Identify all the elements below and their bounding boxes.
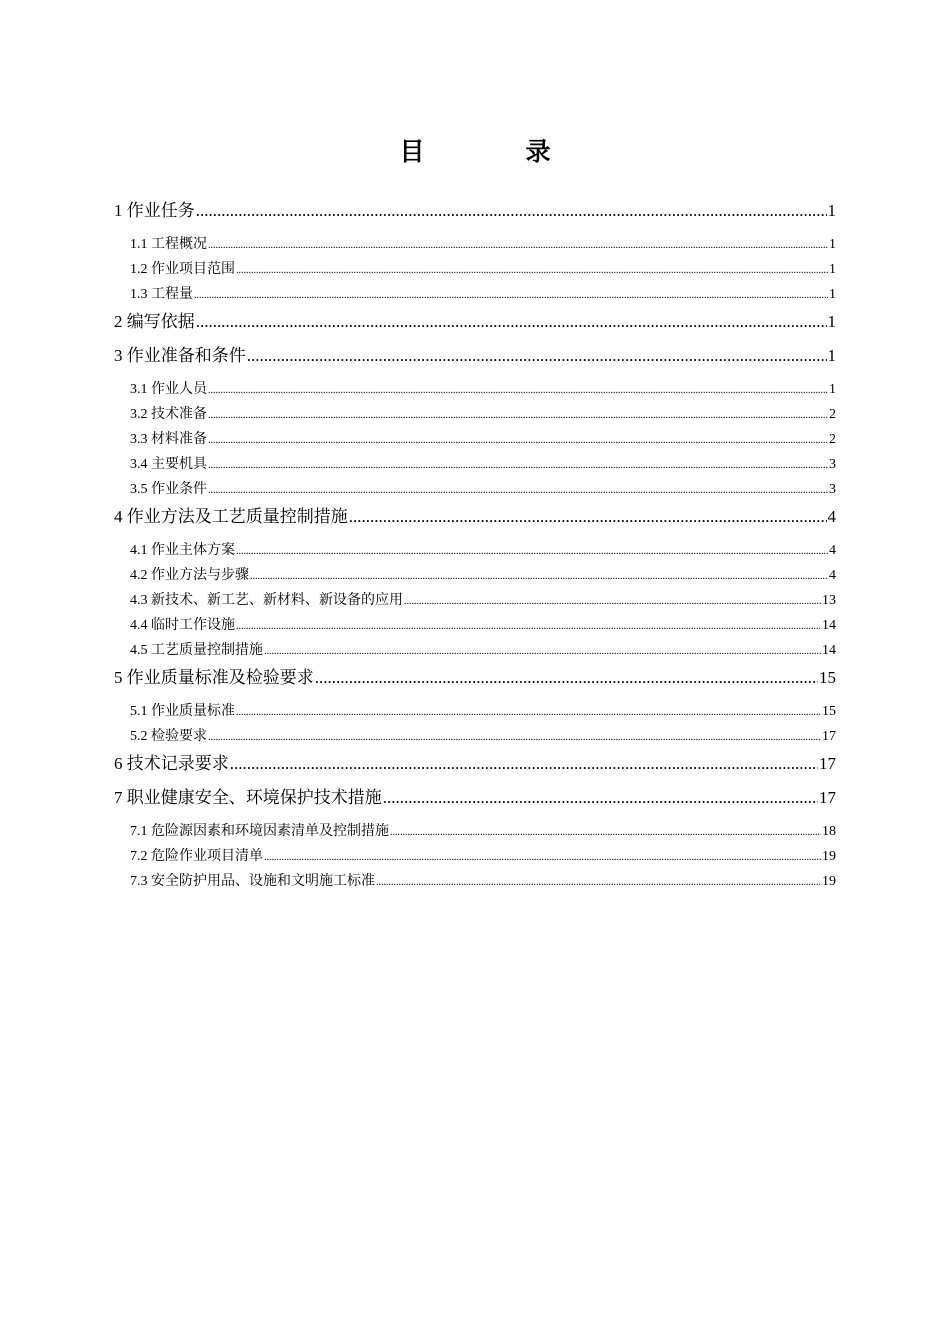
toc-leader-dots [236,613,821,638]
toc-leader-dots [196,307,827,337]
toc-leader-dots [208,724,821,749]
toc-page-number: 3 [829,482,836,497]
toc-page-number: 19 [822,874,836,889]
toc-entry-4-2[interactable] [114,563,836,588]
toc-page-number: 4 [827,507,836,526]
toc-page-number: 4 [829,543,836,558]
table-of-contents [114,196,836,894]
toc-page-number: 13 [822,593,836,608]
toc-entry-7-3[interactable] [114,869,836,894]
toc-entry-3-1[interactable] [114,377,836,402]
toc-entry-text: 4.3 新技术、新工艺、新材料、新设备的应用 [130,593,403,608]
toc-page-number: 19 [822,849,836,864]
toc-leader-dots [264,844,821,869]
toc-page-number: 1 [827,312,836,331]
toc-leader-dots [194,282,828,307]
toc-entry-4-5[interactable] [114,638,836,663]
toc-entry-text: 3.5 作业条件 [130,482,207,497]
toc-entry-text: 1.2 作业项目范围 [130,262,235,277]
toc-entry-7[interactable] [114,783,836,819]
toc-leader-dots [315,663,818,693]
toc-leader-dots [208,402,828,427]
toc-page-number: 17 [822,729,836,744]
toc-entry-text: 1 作业任务 [114,201,195,220]
toc-entry-text: 1.1 工程概况 [130,237,207,252]
toc-leader-dots [247,341,827,371]
toc-page-number: 18 [822,824,836,839]
toc-page-number: 4 [829,568,836,583]
toc-leader-dots [383,783,818,813]
toc-leader-dots [196,196,827,226]
toc-leader-dots [349,502,827,532]
toc-leader-dots [376,869,821,894]
toc-page-number: 14 [822,643,836,658]
toc-entry-text: 7 职业健康安全、环境保护技术措施 [114,788,382,807]
toc-entry-4[interactable] [114,502,836,538]
toc-entry-text: 3.3 材料准备 [130,432,207,447]
toc-page-number: 2 [829,407,836,422]
toc-leader-dots [208,232,828,257]
toc-leader-dots [236,257,828,282]
toc-entry-text: 4 作业方法及工艺质量控制措施 [114,507,348,526]
toc-page-number: 2 [829,432,836,447]
toc-page-number: 3 [829,457,836,472]
toc-entry-3[interactable] [114,341,836,377]
toc-entry-3-2[interactable] [114,402,836,427]
toc-leader-dots [236,699,821,724]
toc-entry-7-2[interactable] [114,844,836,869]
toc-entry-text: 1.3 工程量 [130,287,193,302]
toc-entry-5[interactable] [114,663,836,699]
toc-entry-text: 4.4 临时工作设施 [130,618,235,633]
toc-entry-text: 4.2 作业方法与步骤 [130,568,249,583]
toc-entry-text: 7.3 安全防护用品、设施和文明施工标准 [130,874,375,889]
toc-entry-4-1[interactable] [114,538,836,563]
toc-page-number: 17 [819,788,836,807]
toc-entry-4-4[interactable] [114,613,836,638]
toc-entry-3-4[interactable] [114,452,836,477]
toc-leader-dots [264,638,821,663]
toc-leader-dots [208,452,828,477]
toc-entry-5-1[interactable] [114,699,836,724]
toc-entry-text: 4.1 作业主体方案 [130,543,235,558]
toc-entry-text: 6 技术记录要求 [114,754,229,773]
toc-entry-text: 2 编写依据 [114,312,195,331]
toc-entry-7-1[interactable] [114,819,836,844]
toc-page-number: 1 [827,201,836,220]
toc-entry-text: 3.1 作业人员 [130,382,207,397]
toc-page-number: 1 [829,262,836,277]
toc-entry-text: 3 作业准备和条件 [114,346,246,365]
toc-leader-dots [404,588,821,613]
toc-entry-text: 5 作业质量标准及检验要求 [114,668,314,687]
toc-page-number: 1 [829,287,836,302]
toc-page-number: 1 [829,382,836,397]
toc-entry-1-2[interactable] [114,257,836,282]
toc-entry-2[interactable] [114,307,836,341]
toc-page-number: 15 [819,668,836,687]
toc-page-number: 1 [827,346,836,365]
toc-leader-dots [230,749,818,779]
toc-entry-6[interactable] [114,749,836,783]
toc-entry-text: 7.2 危险作业项目清单 [130,849,263,864]
toc-entry-text: 5.1 作业质量标准 [130,704,235,719]
toc-entry-4-3[interactable] [114,588,836,613]
toc-leader-dots [208,377,828,402]
toc-leader-dots [250,563,828,588]
toc-entry-1[interactable] [114,196,836,232]
toc-entry-text: 4.5 工艺质量控制措施 [130,643,263,658]
page-title: 目 录 [399,137,589,166]
toc-leader-dots [208,427,828,452]
toc-entry-1-3[interactable] [114,282,836,307]
toc-entry-text: 3.2 技术准备 [130,407,207,422]
toc-entry-text: 5.2 检验要求 [130,729,207,744]
toc-leader-dots [236,538,828,563]
toc-leader-dots [208,477,828,502]
toc-leader-dots [390,819,821,844]
toc-entry-3-5[interactable] [114,477,836,502]
toc-page-number: 1 [829,237,836,252]
toc-entry-5-2[interactable] [114,724,836,749]
toc-page-number: 17 [819,754,836,773]
toc-entry-1-1[interactable] [114,232,836,257]
toc-page-number: 15 [822,704,836,719]
toc-entry-text: 3.4 主要机具 [130,457,207,472]
toc-page-number: 14 [822,618,836,633]
toc-entry-text: 7.1 危险源因素和环境因素清单及控制措施 [130,824,389,839]
toc-entry-3-3[interactable] [114,427,836,452]
